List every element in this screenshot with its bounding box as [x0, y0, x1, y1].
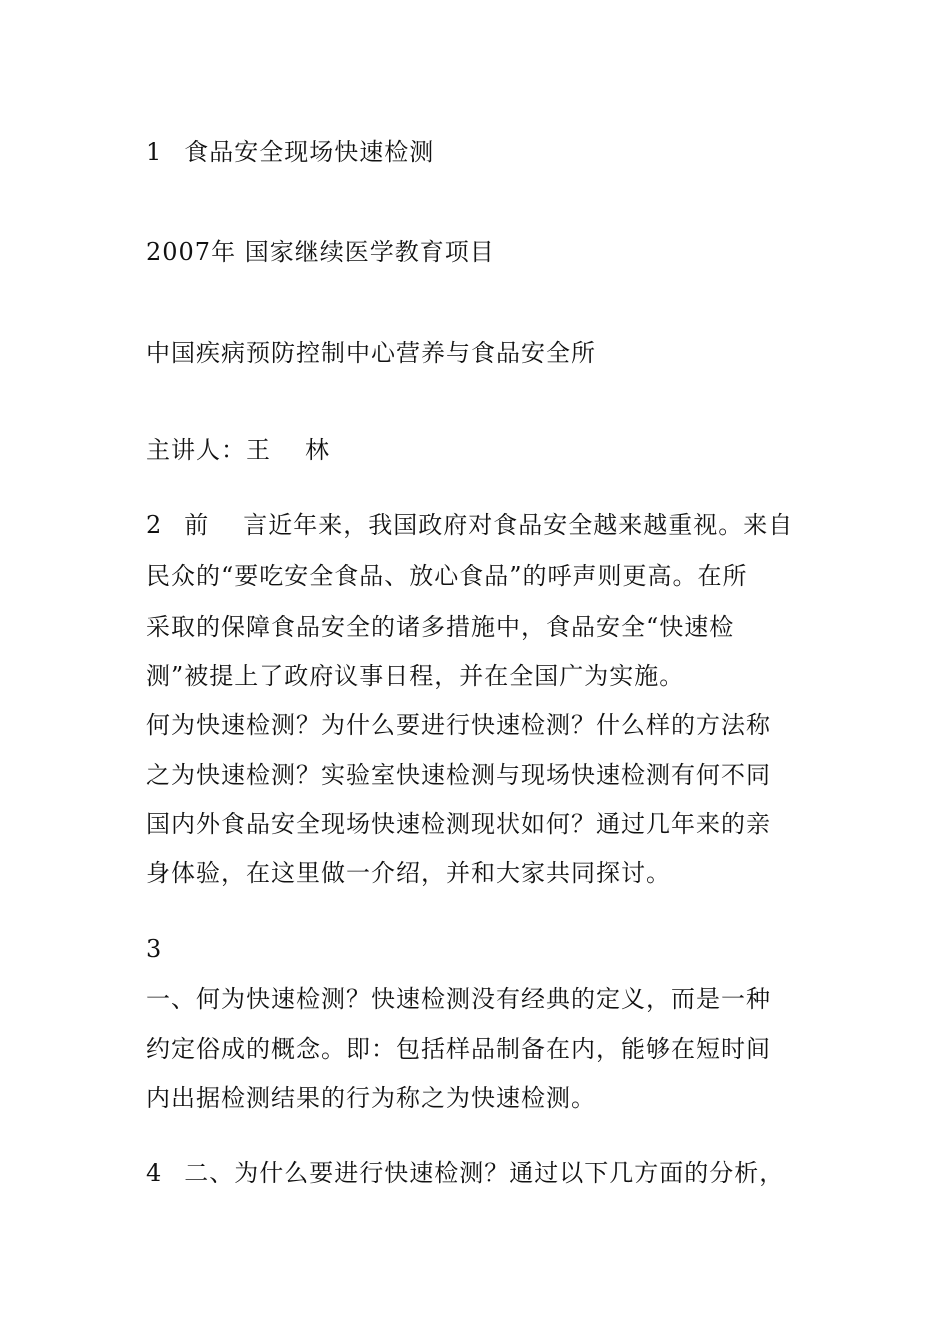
slide-3-line-1: 一、何为快速检测？快速检测没有经典的定义，而是一种	[146, 985, 771, 1013]
slide-3-number: 3	[146, 935, 163, 963]
slide-number: 2	[146, 511, 163, 539]
slide-2-line-2: 民众的“要吃安全食品、放心食品”的呼声则更高。在所	[146, 562, 748, 590]
slide-2-line-1	[146, 509, 816, 541]
slide-number: 1	[146, 138, 163, 166]
speaker-label: 主讲人：	[146, 436, 246, 464]
slide-3-line-2: 约定俗成的概念。即：包括样品制备在内，能够在短时间	[146, 1035, 771, 1063]
slide-2-line-8: 身体验，在这里做一介绍，并和大家共同探讨。	[146, 859, 671, 887]
slide-1-title-line	[146, 136, 816, 168]
speaker-line	[146, 434, 816, 466]
paragraph-text: 近年来，我国政府对食品安全越来越重视。来自	[268, 511, 794, 539]
slide-2-line-7: 国内外食品安全现场快速检测现状如何？通过几年来的亲	[146, 810, 771, 838]
project-line: 2007年 国家继续医学教育项目	[146, 238, 495, 266]
slide-3-line-3: 内出据检测结果的行为称之为快速检测。	[146, 1084, 596, 1112]
speaker-name-first: 王	[246, 436, 271, 464]
slide-4-line	[146, 1157, 816, 1189]
slide-2-line-4: 测”被提上了政府议事日程，并在全国广为实施。	[146, 662, 685, 690]
preface-heading-first: 前	[184, 511, 210, 539]
slide-number: 4	[146, 1159, 163, 1187]
paragraph-text: 二、为什么要进行快速检测？通过以下几方面的分析，	[184, 1159, 785, 1187]
institution-line: 中国疾病预防控制中心营养与食品安全所	[146, 339, 596, 367]
slide-2-line-5: 何为快速检测？为什么要进行快速检测？什么样的方法称	[146, 711, 771, 739]
preface-heading-second: 言	[243, 511, 269, 539]
slide-2-line-6: 之为快速检测？实验室快速检测与现场快速检测有何不同	[146, 761, 771, 789]
speaker-name-second: 林	[305, 436, 330, 464]
slide-title: 食品安全现场快速检测	[184, 138, 435, 166]
slide-2-line-3: 采取的保障食品安全的诸多措施中，食品安全“快速检	[146, 613, 735, 641]
